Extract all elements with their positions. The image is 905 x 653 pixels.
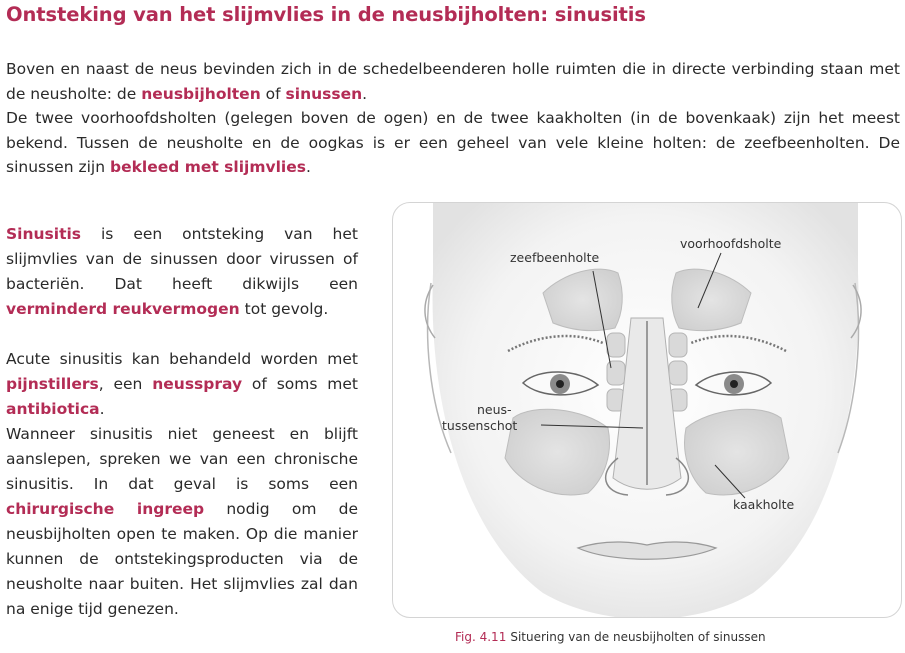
bold-term: sinussen	[285, 84, 363, 103]
bold-term: neusbijholten	[141, 84, 261, 103]
bold-term: pijnstillers	[6, 375, 99, 393]
bold-term: verminderd reukvermogen	[6, 300, 240, 318]
intro-text	[6, 57, 900, 180]
intro-paragraph-2: De twee voorhoofdsholten (gelegen boven de ogen) en de twee kaakholten (in de bovenkaak) zijn het meest bekend. Tussen de neusholte en de oogkas is er een geheel van vele kleine holten: de zeefbeenholten. De sinussen zijn bekleed met slijmvlies.	[6, 109, 900, 176]
label-neustussenschot-line1: neus-	[477, 402, 512, 417]
bold-term: chirurgische ingreep	[6, 500, 205, 518]
page-heading: Ontsteking van het slijmvlies in de neusbijholten: sinusitis	[6, 3, 646, 26]
label-kaakholte: kaakholte	[733, 497, 795, 512]
sinus-figure	[392, 202, 902, 618]
paragraph-sinusitis: Sinusitis is een ontsteking van het slijmvlies van de sinussen door virussen of bacteriën. Dat heeft dikwijls een verminderd reukvermogen tot gevolg.	[6, 225, 358, 318]
intro-paragraph-1: Boven en naast de neus bevinden zich in de schedelbeenderen holle ruimten die in directe verbinding staan met de neusholte: de neusbijholten of sinussen.	[6, 60, 900, 103]
left-column	[6, 222, 358, 622]
bold-term: antibiotica	[6, 400, 100, 418]
label-zeefbeenholte: zeefbeenholte	[510, 250, 600, 265]
bold-term: neusspray	[152, 375, 243, 393]
label-neustussenschot-line2: tussenschot	[442, 418, 518, 433]
paragraph-acute: Acute sinusitis kan behandeld worden met pijnstillers, een neusspray of soms met antibiotica.	[6, 350, 358, 418]
bold-term: bekleed met slijmvlies	[109, 158, 306, 176]
figure-caption	[455, 630, 766, 644]
label-voorhoofdsholte: voorhoofdsholte	[680, 236, 782, 251]
figure-caption-text: Situering van de neusbijholten of sinussen	[510, 630, 766, 644]
face-illustration	[393, 203, 901, 617]
bold-term: Sinusitis	[6, 225, 82, 243]
figure-number: Fig. 4.11	[455, 630, 507, 644]
paragraph-chronic: Wanneer sinusitis niet geneest en blijft aanslepen, spreken we van een chronische sinusitis. In dat geval is soms een chirurgische ingreep nodig om de neusbijholten open te maken. Op die manier kunnen de ontstekingsproducten via de neusholte naar buiten. Het slijmvlies zal dan na enige tijd genezen.	[6, 425, 358, 618]
paragraph-gap	[6, 322, 358, 347]
